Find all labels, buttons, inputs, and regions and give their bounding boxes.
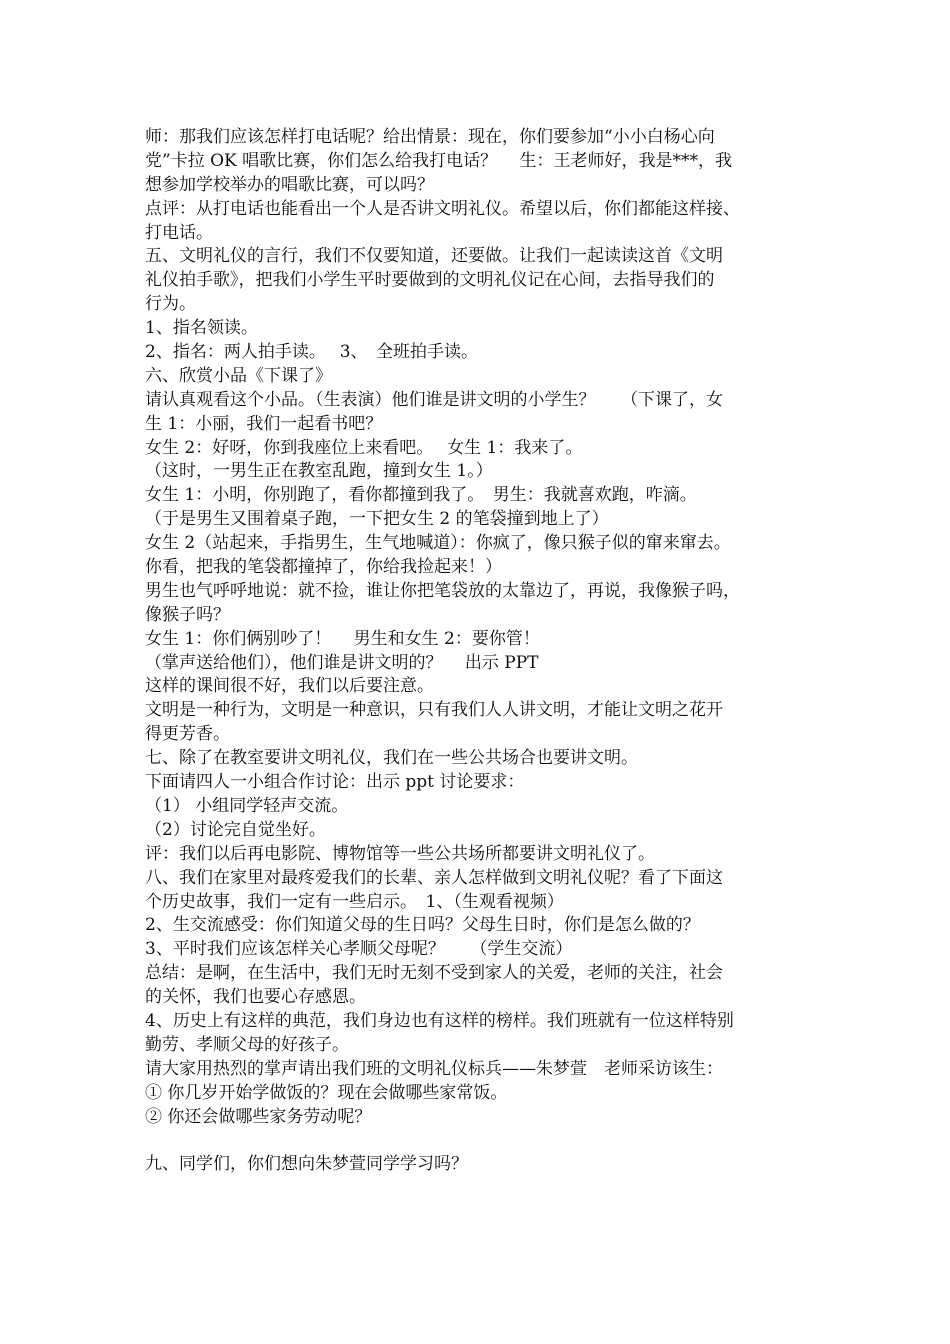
list-item: （1） 小组同学轻声交流。 — [145, 795, 349, 816]
section-eight-line: 八、我们在家里对最疼爱我们的长辈、亲人怎样做到文明礼仪呢？看了下面这 — [145, 867, 723, 888]
dialogue-line: 男生也气呼呼地说：就不捡，谁让你把笔袋放的太靠边了，再说，我像猴子吗， — [145, 580, 740, 601]
text-line: 党”卡拉 OK 唱歌比赛，你们怎么给我打电话？ 生：王老师好，我是***，我 — [145, 150, 733, 171]
list-item: 2、指名：两人拍手读。 3、 全班拍手读。 — [145, 342, 479, 363]
text-line: 这样的课间很不好，我们以后要注意。 — [145, 676, 434, 697]
text-line: 文明是一种行为，文明是一种意识，只有我们人人讲文明，才能让文明之花开 — [145, 700, 723, 721]
text-line: 下面请四人一小组合作讨论：出示 ppt 讨论要求： — [145, 772, 525, 793]
list-item: 1、指名领读。 — [145, 318, 258, 339]
text-line: 想参加学校举办的唱歌比赛，可以吗？ — [145, 174, 434, 195]
text-line: 个历史故事，我们一定有一些启示。 1、（生观看视频） — [145, 891, 564, 912]
text-line: 生 1：小丽，我们一起看书吧？ — [145, 413, 383, 434]
text-line: 的关怀，我们也要心存感恩。 — [145, 987, 366, 1008]
text-line: 评：我们以后再电影院、博物馆等一些公共场所都要讲文明礼仪了。 — [145, 843, 655, 864]
section-seven-line: 七、除了在教室要讲文明礼仪，我们在一些公共场合也要讲文明。 — [145, 748, 638, 769]
text-line: 总结：是啊，在生活中，我们无时无刻不受到家人的关爱，老师的关注，社会 — [145, 963, 723, 984]
dialogue-line: 女生 2：好呀，你到我座位上来看吧。 女生 1：我来了。 — [145, 437, 583, 458]
text-line: 得更芳香。 — [145, 724, 230, 745]
text-line: 请认真观看这个小品。（生表演）他们谁是讲文明的小学生？ （下课了，女 — [145, 389, 723, 410]
text-line: 勤劳、孝顺父母的好孩子。 — [145, 1034, 349, 1055]
dialogue-line: （于是男生又围着桌子跑，一下把女生 2 的笔袋撞到地上了） — [145, 509, 609, 530]
list-item: （2）讨论完自觉坐好。 — [145, 819, 326, 840]
dialogue-line: 女生 1：你们俩别吵了！ 男生和女生 2：要你管！ — [145, 628, 540, 649]
dialogue-line: 女生 2（站起来，手指男生，生气地喊道）：你疯了，像只猴子似的窜来窜去。 — [145, 533, 731, 554]
text-line: （掌声送给他们），他们谁是讲文明的？ 出示 PPT — [145, 652, 539, 673]
list-item: ① 你几岁开始学做饭的？现在会做哪些家常饭。 — [145, 1082, 508, 1103]
section-five-line: 五、文明礼仪的言行，我们不仅要知道，还要做。让我们一起读读这首《文明 — [145, 246, 723, 267]
text-line: 打电话。 — [145, 222, 213, 243]
dialogue-line: （这时，一男生正在教室乱跑，撞到女生 1。） — [145, 461, 493, 482]
text-line: 点评：从打电话也能看出一个人是否讲文明礼仪。希望以后，你们都能这样接、 — [145, 198, 740, 219]
blank-line — [145, 1129, 825, 1153]
section-nine-line: 九、同学们，你们想向朱梦萱同学学习吗？ — [145, 1154, 468, 1175]
list-item: ② 你还会做哪些家务劳动呢？ — [145, 1106, 372, 1127]
dialogue-line: 你看，把我的笔袋都撞掉了，你给我捡起来！） — [145, 557, 502, 578]
text-line: 请大家用热烈的掌声请出我们班的文明礼仪标兵——朱梦萱 老师采访该生： — [145, 1058, 723, 1079]
text-line: 行为。 — [145, 294, 196, 315]
dialogue-line: 像猴子吗？ — [145, 604, 230, 625]
list-item: 4、历史上有这样的典范，我们身边也有这样的榜样。我们班就有一位这样特别 — [145, 1010, 734, 1031]
list-item: 3、平时我们应该怎样关心孝顺父母呢？ （学生交流） — [145, 939, 573, 960]
text-line: 师：那我们应该怎样打电话呢？给出情景：现在，你们要参加“小小白杨心向 — [145, 127, 715, 147]
list-item: 2、生交流感受：你们知道父母的生日吗？父母生日时，你们是怎么做的？ — [145, 915, 700, 936]
text-line: 礼仪拍手歌》，把我们小学生平时要做到的文明礼仪记在心间，去指导我们的 — [145, 270, 715, 291]
section-six-line: 六、欣赏小品《下课了》 — [145, 365, 332, 386]
document-body — [145, 126, 825, 1177]
dialogue-line: 女生 1：小明，你别跑了，看你都撞到我了。 男生：我就喜欢跑，咋滴。 — [145, 485, 697, 506]
